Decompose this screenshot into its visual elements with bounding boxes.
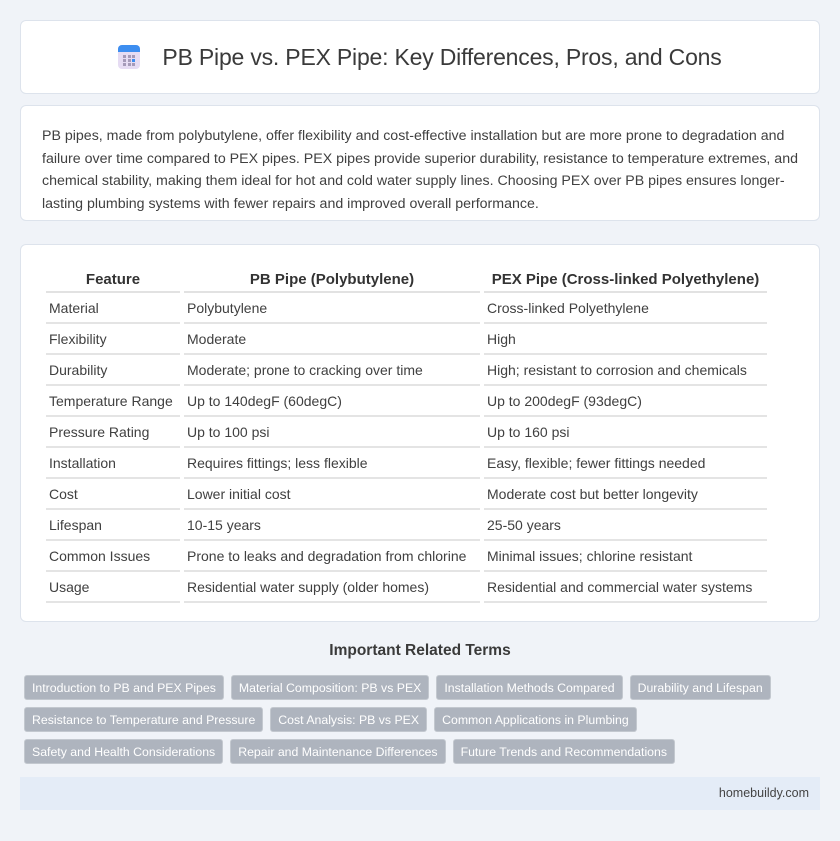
- related-term-tag[interactable]: Durability and Lifespan: [630, 675, 771, 700]
- pb-cell: 10-15 years: [184, 510, 480, 541]
- pb-cell: Moderate; prone to cracking over time: [184, 355, 480, 386]
- column-header-pb: PB Pipe (Polybutylene): [184, 263, 480, 293]
- table-row: [46, 448, 767, 479]
- table-row: [46, 417, 767, 448]
- table-row: [46, 386, 767, 417]
- feature-cell: Installation: [46, 448, 180, 479]
- table-row: [46, 572, 767, 603]
- related-term-tag[interactable]: Safety and Health Considerations: [24, 739, 223, 764]
- feature-cell: Common Issues: [46, 541, 180, 572]
- related-term-tag[interactable]: Cost Analysis: PB vs PEX: [270, 707, 427, 732]
- column-header-pex: PEX Pipe (Cross-linked Polyethylene): [484, 263, 767, 293]
- table-row: [46, 355, 767, 386]
- calendar-icon: [118, 45, 140, 69]
- pb-cell: Residential water supply (older homes): [184, 572, 480, 603]
- table-row: [46, 541, 767, 572]
- related-term-tag[interactable]: Material Composition: PB vs PEX: [231, 675, 429, 700]
- pex-cell: High; resistant to corrosion and chemicals: [484, 355, 767, 386]
- feature-cell: Pressure Rating: [46, 417, 180, 448]
- pex-cell: Up to 160 psi: [484, 417, 767, 448]
- comparison-card: [20, 244, 820, 622]
- related-term-tag[interactable]: Future Trends and Recommendations: [453, 739, 675, 764]
- related-term-tag[interactable]: Installation Methods Compared: [436, 675, 622, 700]
- table-row: [46, 293, 767, 324]
- feature-cell: Lifespan: [46, 510, 180, 541]
- comparison-table: [42, 263, 771, 603]
- footer: [20, 777, 820, 810]
- pb-cell: Up to 100 psi: [184, 417, 480, 448]
- feature-cell: Material: [46, 293, 180, 324]
- pb-cell: Prone to leaks and degradation from chlorine: [184, 541, 480, 572]
- page-title: PB Pipe vs. PEX Pipe: Key Differences, Pros, and Cons: [162, 43, 722, 70]
- pex-cell: Easy, flexible; fewer fittings needed: [484, 448, 767, 479]
- feature-cell: Usage: [46, 572, 180, 603]
- table-row: [46, 510, 767, 541]
- pex-cell: Residential and commercial water systems: [484, 572, 767, 603]
- related-terms-list: [24, 675, 824, 764]
- header-card: [20, 20, 820, 94]
- intro-card: [20, 105, 820, 221]
- table-row: [46, 479, 767, 510]
- related-terms-heading: Important Related Terms: [329, 642, 511, 659]
- feature-cell: Durability: [46, 355, 180, 386]
- pex-cell: High: [484, 324, 767, 355]
- intro-paragraph: PB pipes, made from polybutylene, offer flexibility and cost-effective installation but are more prone to degradation and failure over time compared to PEX pipes. PEX pipes provide superior durability, resistance to temperature extremes, and chemical stability, making them ideal for hot and cold water supply lines. Choosing PEX over PB pipes ensures longer-lasting plumbing systems with fewer repairs and improved overall performance.: [42, 128, 798, 212]
- feature-cell: Temperature Range: [46, 386, 180, 417]
- pex-cell: 25-50 years: [484, 510, 767, 541]
- related-term-tag[interactable]: Resistance to Temperature and Pressure: [24, 707, 263, 732]
- pb-cell: Requires fittings; less flexible: [184, 448, 480, 479]
- related-term-tag[interactable]: Introduction to PB and PEX Pipes: [24, 675, 224, 700]
- pex-cell: Moderate cost but better longevity: [484, 479, 767, 510]
- pex-cell: Cross-linked Polyethylene: [484, 293, 767, 324]
- feature-cell: Flexibility: [46, 324, 180, 355]
- table-header-row: [46, 263, 767, 293]
- pex-cell: Up to 200degF (93degC): [484, 386, 767, 417]
- table-row: [46, 324, 767, 355]
- related-term-tag[interactable]: Common Applications in Plumbing: [434, 707, 637, 732]
- related-term-tag[interactable]: Repair and Maintenance Differences: [230, 739, 445, 764]
- column-header-feature: Feature: [46, 263, 180, 293]
- feature-cell: Cost: [46, 479, 180, 510]
- pb-cell: Up to 140degF (60degC): [184, 386, 480, 417]
- pb-cell: Moderate: [184, 324, 480, 355]
- pex-cell: Minimal issues; chlorine resistant: [484, 541, 767, 572]
- pb-cell: Polybutylene: [184, 293, 480, 324]
- pb-cell: Lower initial cost: [184, 479, 480, 510]
- footer-site-link[interactable]: homebuildy.com: [718, 786, 809, 800]
